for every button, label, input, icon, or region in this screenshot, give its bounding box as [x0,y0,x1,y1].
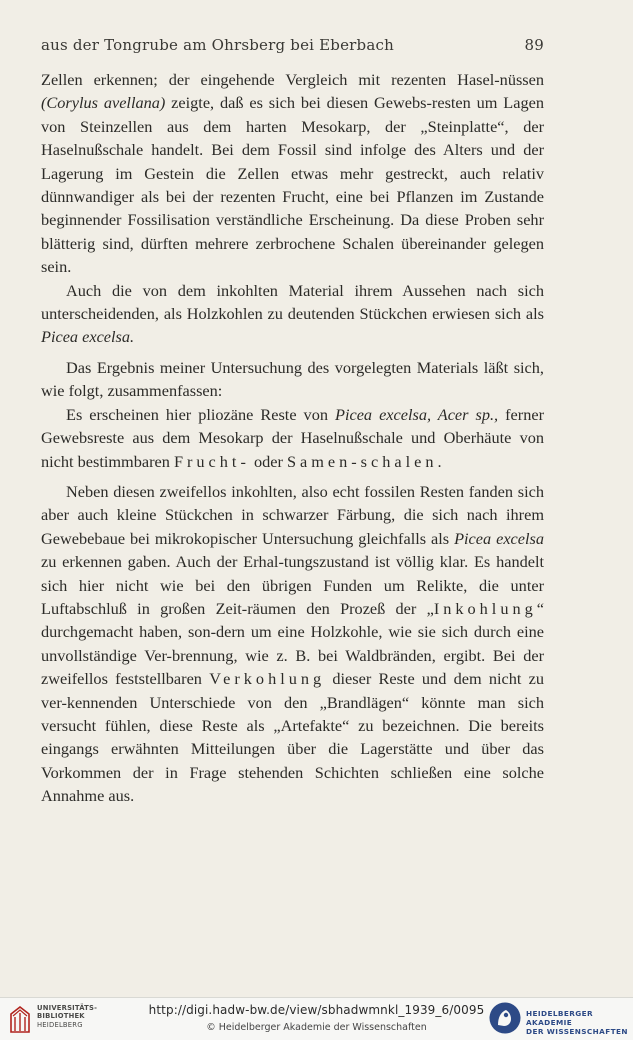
library-name-line: HEIDELBERG [37,1020,83,1029]
taxon-name: Picea excelsa [454,528,544,548]
text-run: Neben diesen zweifellos inkohlten, also echt fossilen Resten fanden sich aber auch kleine Stückchen in schwarzer Färbung, die sich nach ihrem Gewebebaue bei mikrokopischer Untersuchung gleichfalls als [41,481,544,548]
library-name-line: BIBLIOTHEK [37,1012,85,1021]
paragraph-1 [41,68,544,279]
text-run: Zellen erkennen; der eingehende Vergleich mit rezenten Hasel-nüssen [41,70,544,89]
academy-name-line: DER WISSENSCHAFTEN [526,1027,628,1036]
text-run: Auch die von dem inkohlten Material ihrem Aussehen nach sich unterscheidenden, als Holzkohlen zu deutenden Stückchen erwiesen sich als [41,280,544,324]
spaced-term: Verkohlung [209,669,326,689]
paragraph-2 [41,279,544,349]
body-text [41,68,544,808]
running-head [41,36,544,54]
taxon-name: Picea excelsa. [41,327,135,347]
text-run: dieser Reste und dem nicht zu ver-kennenden Unterschiede von den „Brandlägen“ könnte man sich versucht fühlen, diese Reste als „Artefakte“ zu bezeichnen. Die bereits eingangs erwähnten Mitteilungen über die Lagerstätte und über das Vorkommen der in Frage stehenden Schichten schließen eine solche Annahme aus. [41,669,545,806]
text-run: Das Ergebnis meiner Untersuchung des vorgelegten Materials läßt sich, wie folgt, zusammenfassen: [41,357,544,401]
digitization-footer [0,997,633,1040]
taxon-name: Picea excelsa, Acer sp., [335,404,499,424]
spaced-term: Samen-schalen. [286,451,446,471]
paragraph-4 [41,403,544,473]
text-run: zu erkennen gaben. Auch der Erhal-tungszustand ist völlig klar. Es handelt sich hier nicht wie bei den übrigen Funden um Relikte, die unter Luftabschluß in großen Zeit-räumen den Prozeß der „ [41,552,544,618]
paragraph-3 [41,356,544,403]
copyright-notice: © Heidelberger Akademie der Wissenschaften [206,1022,427,1033]
permalink-url[interactable]: http://digi.hadw-bw.de/view/sbhadwmnkl_1939_6/0095 [148,1003,485,1017]
text-run: zeigte, daß es sich bei diesen Gewebs-resten um Lagen von Steinzellen aus dem harten Mesokarp, der „Steinplatte“, der Haselnußschale handelt. Bei dem Fossil sind infolge des Alters und der Lagerung im Gestein die Zellen etwas mehr gestreckt, auch relativ dünnwandiger als bei der rezenten Frucht, eine bei Pflanzen im Zustande beginnender Fossilisation verständliche Erscheinung. Da diese Proben sehr blätterig sind, dürften mehrere zerbrochene Schalen übereinander gelegen sein. [41,93,544,277]
paragraph-5 [41,480,544,808]
academy-name-line: HEIDELBERGER AKADEMIE [526,1009,594,1027]
library-name-line: UNIVERSITÄTS- [37,1004,98,1012]
spaced-term: Frucht- [173,451,250,471]
spaced-term: Inkohlung [433,598,537,618]
text-run: Es erscheinen hier pliozäne Reste von [66,404,335,424]
academy-name [526,1009,633,1036]
running-title: aus der Tongrube am Ohrsberg bei Eberbach [41,36,394,54]
text-run: ferner Gewebsreste aus dem Mesokarp der Haselnußschale und Oberhäute von nicht bestimmbaren [41,404,544,471]
page-number: 89 [524,36,544,54]
text-run: “ durchgemacht haben, son-dern um eine Holzkohle, wie sie sich durch eine unvollständige Ver-brennung, wie z. B. bei Waldbränden, ergibt. Bei der zweifellos feststellbaren [41,598,544,689]
academy-logo-icon [489,1002,521,1034]
taxon-name: (Corylus avellana) [41,93,166,113]
text-run: oder [249,451,287,471]
